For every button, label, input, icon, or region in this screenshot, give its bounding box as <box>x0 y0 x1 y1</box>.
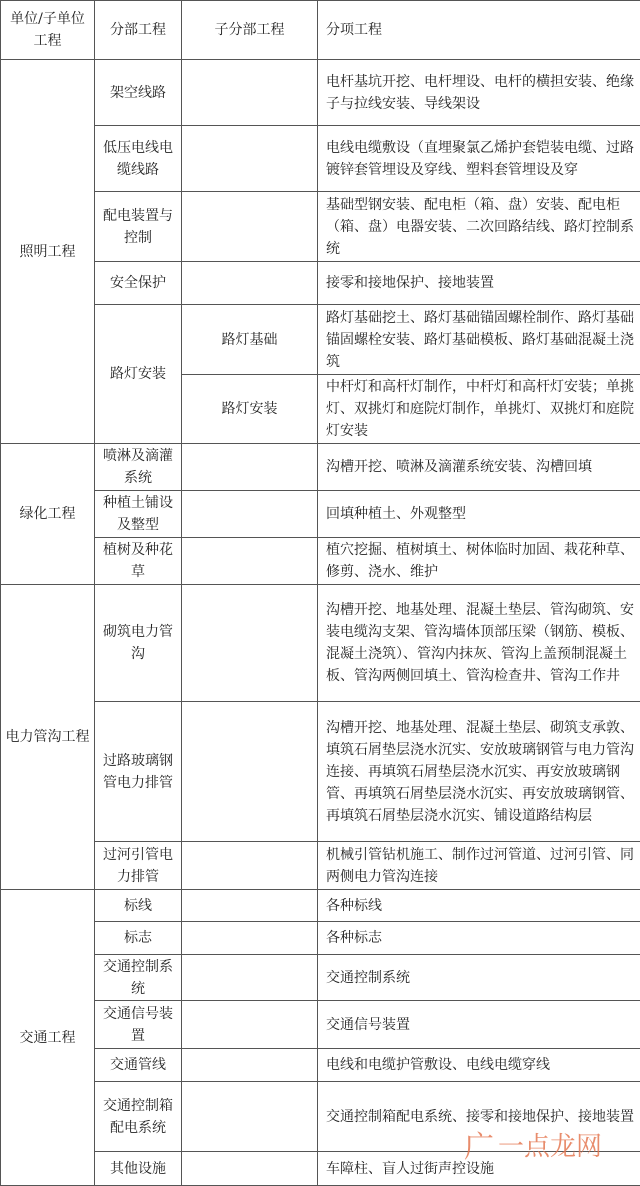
subpart-cell <box>182 60 318 126</box>
part-cell: 配电装置与控制 <box>95 192 182 262</box>
part-cell: 交通信号装置 <box>95 1001 182 1049</box>
part-cell: 标线 <box>95 890 182 922</box>
table-row <box>1 922 640 955</box>
table-row <box>1 702 640 842</box>
part-cell: 其他设施 <box>95 1152 182 1186</box>
table-row <box>1 585 640 702</box>
header-subpart: 子分部工程 <box>182 1 318 60</box>
table-row <box>1 538 640 585</box>
header-unit: 单位/子单位工程 <box>1 1 95 60</box>
subpart-cell <box>182 922 318 955</box>
part-cell: 过路玻璃钢管电力排管 <box>95 702 182 842</box>
subpart-cell <box>182 702 318 842</box>
part-cell: 过河引管电力排管 <box>95 842 182 890</box>
subpart-cell <box>182 955 318 1001</box>
item-cell: 中杆灯和高杆灯制作，中杆灯和高杆灯安装；单挑灯、双挑灯和庭院灯制作，单挑灯、双挑灯和庭院灯安装 <box>318 375 640 444</box>
item-cell: 植穴挖掘、植树填土、树体临时加固、栽花种草、修剪、浇水、维护 <box>318 538 640 585</box>
subpart-cell <box>182 842 318 890</box>
table-row <box>1 890 640 922</box>
part-cell: 种植土铺设及整型 <box>95 491 182 538</box>
unit-cell: 照明工程 <box>1 60 95 444</box>
part-cell: 砌筑电力管沟 <box>95 585 182 702</box>
item-cell: 回填种植土、外观整型 <box>318 491 640 538</box>
subpart-cell <box>182 444 318 491</box>
item-cell: 沟槽开挖、喷淋及滴灌系统安装、沟槽回填 <box>318 444 640 491</box>
subpart-cell <box>182 1001 318 1049</box>
part-cell: 交通管线 <box>95 1049 182 1082</box>
unit-cell: 交通工程 <box>1 890 95 1186</box>
table-row <box>1 1082 640 1152</box>
part-cell: 标志 <box>95 922 182 955</box>
part-cell: 路灯安装 <box>95 305 182 444</box>
item-cell: 沟槽开挖、地基处理、混凝土垫层、管沟砌筑、安装电缆沟支架、管沟墙体顶部压梁（钢筋、模板、混凝土浇筑）、管沟内抹灰、管沟上盖预制混凝土板、管沟两侧回填土、管沟检查井、管沟工作井 <box>318 585 640 702</box>
table-row <box>1 955 640 1001</box>
table-row <box>1 60 640 126</box>
subpart-cell <box>182 262 318 305</box>
item-cell: 机械引管钻机施工、制作过河管道、过河引管、同两侧电力管沟连接 <box>318 842 640 890</box>
part-cell: 喷淋及滴灌系统 <box>95 444 182 491</box>
item-cell: 各种标志 <box>318 922 640 955</box>
item-cell: 沟槽开挖、地基处理、混凝土垫层、砌筑支承敦、填筑石屑垫层浇水沉实、安放玻璃钢管与电力管沟连接、再填筑石屑垫层浇水沉实、再安放玻璃钢管、再填筑石屑垫层浇水沉实、再安放玻璃钢管、再填筑石屑垫层浇水沉实、铺设道路结构层 <box>318 702 640 842</box>
header-item: 分项工程 <box>318 1 640 60</box>
subpart-cell <box>182 192 318 262</box>
part-cell: 安全保护 <box>95 262 182 305</box>
part-cell: 低压电线电缆线路 <box>95 126 182 192</box>
table-row <box>1 1152 640 1186</box>
item-cell: 各种标线 <box>318 890 640 922</box>
header-part: 分部工程 <box>95 1 182 60</box>
table-row <box>1 192 640 262</box>
table-row <box>1 444 640 491</box>
item-cell: 电线电缆敷设（直埋聚氯乙烯护套铠装电缆、过路镀锌套管埋设及穿线、塑料套管埋设及穿 <box>318 126 640 192</box>
subpart-cell <box>182 1082 318 1152</box>
item-cell: 电杆基坑开挖、电杆埋设、电杆的横担安装、绝缘子与拉线安装、导线架设 <box>318 60 640 126</box>
item-cell: 车障柱、盲人过街声控设施 <box>318 1152 640 1186</box>
subpart-cell <box>182 1152 318 1186</box>
header-row <box>1 1 640 60</box>
subpart-cell <box>182 890 318 922</box>
subpart-cell <box>182 491 318 538</box>
table-row <box>1 1049 640 1082</box>
item-cell: 交通信号装置 <box>318 1001 640 1049</box>
item-cell: 交通控制系统 <box>318 955 640 1001</box>
table-row <box>1 305 640 375</box>
item-cell: 交通控制箱配电系统、接零和接地保护、接地装置 <box>318 1082 640 1152</box>
table-row <box>1 126 640 192</box>
part-cell: 架空线路 <box>95 60 182 126</box>
item-cell: 基础型钢安装、配电柜（箱、盘）安装、配电柜（箱、盘）电器安装、二次回路结线、路灯控制系统 <box>318 192 640 262</box>
item-cell: 接零和接地保护、接地装置 <box>318 262 640 305</box>
watermark-text: 一点龙网 <box>498 1126 602 1163</box>
subpart-cell <box>182 1049 318 1082</box>
subpart-cell <box>182 585 318 702</box>
table-row <box>1 491 640 538</box>
part-cell: 交通控制箱配电系统 <box>95 1082 182 1152</box>
table-row <box>1 262 640 305</box>
part-cell: 交通控制系统 <box>95 955 182 1001</box>
subpart-cell <box>182 126 318 192</box>
watermark-logo-icon: 广 <box>464 1122 494 1166</box>
subpart-cell: 路灯基础 <box>182 305 318 375</box>
part-cell: 植树及种花草 <box>95 538 182 585</box>
unit-cell: 绿化工程 <box>1 444 95 585</box>
table-row <box>1 842 640 890</box>
table-row <box>1 1001 640 1049</box>
item-cell: 电线和电缆护管敷设、电线电缆穿线 <box>318 1049 640 1082</box>
unit-cell: 电力管沟工程 <box>1 585 95 890</box>
item-cell: 路灯基础挖土、路灯基础锚固螺栓制作、路灯基础锚固螺栓安装、路灯基础模板、路灯基础混凝土浇筑 <box>318 305 640 375</box>
subpart-cell <box>182 538 318 585</box>
subpart-cell: 路灯安装 <box>182 375 318 444</box>
